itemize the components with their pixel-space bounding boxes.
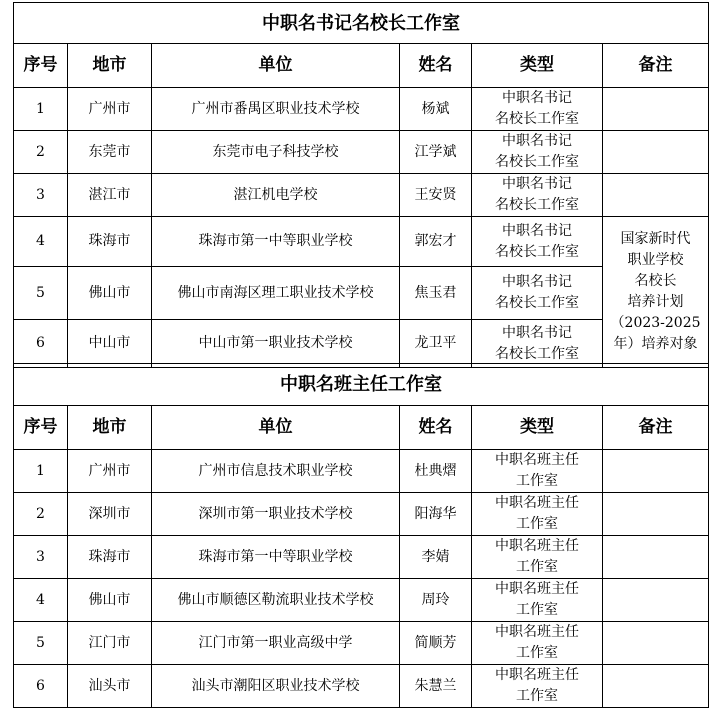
cell-note-empty	[603, 493, 709, 536]
cell-no: 1	[14, 450, 68, 493]
note-line: 职业学校	[627, 252, 684, 268]
type-line-1: 中职名班主任	[495, 495, 579, 511]
header-type: 类型	[472, 406, 603, 450]
cell-type	[472, 622, 603, 665]
cell-no: 2	[14, 493, 68, 536]
header-name: 姓名	[400, 406, 472, 450]
cell-note-empty	[603, 450, 709, 493]
cell-city: 广州市	[68, 450, 152, 493]
type-line-2: 工作室	[516, 645, 558, 661]
type-line-2: 工作室	[516, 516, 558, 532]
header-name: 姓名	[400, 44, 472, 88]
cell-note-empty	[603, 622, 709, 665]
cell-unit: 湛江机电学校	[152, 174, 400, 217]
table-row	[14, 174, 709, 217]
type-line-2: 名校长工作室	[495, 197, 579, 213]
cell-name: 江学斌	[400, 131, 472, 174]
cell-name: 王安贤	[400, 174, 472, 217]
cell-unit: 汕头市潮阳区职业技术学校	[152, 665, 400, 708]
type-line-1: 中职名班主任	[495, 624, 579, 640]
type-line-1: 中职名书记	[502, 274, 572, 290]
cell-type	[472, 579, 603, 622]
cell-type	[472, 665, 603, 708]
cell-no: 5	[14, 622, 68, 665]
header-no: 序号	[14, 44, 68, 88]
header-note: 备注	[603, 406, 709, 450]
type-line-2: 名校长工作室	[495, 154, 579, 170]
cell-unit: 江门市第一职业高级中学	[152, 622, 400, 665]
cell-name: 焦玉君	[400, 267, 472, 320]
type-line-2: 工作室	[516, 602, 558, 618]
cell-no: 1	[14, 88, 68, 131]
cell-type	[472, 450, 603, 493]
cell-no: 3	[14, 536, 68, 579]
cell-name: 龙卫平	[400, 320, 472, 368]
cell-type	[472, 217, 603, 267]
cell-no: 5	[14, 267, 68, 320]
type-line-1: 中职名班主任	[495, 581, 579, 597]
cell-unit: 广州市番禺区职业技术学校	[152, 88, 400, 131]
type-line-1: 中职名书记	[502, 133, 572, 149]
type-line-2: 名校长工作室	[495, 111, 579, 127]
note-line: （2023-2025	[610, 315, 701, 331]
cell-unit: 佛山市顺德区勒流职业技术学校	[152, 579, 400, 622]
section-title: 中职名书记名校长工作室	[14, 3, 709, 44]
cell-no: 6	[14, 665, 68, 708]
type-line-2: 名校长工作室	[495, 243, 579, 260]
cell-type	[472, 536, 603, 579]
cell-unit: 深圳市第一职业技术学校	[152, 493, 400, 536]
cell-city: 珠海市	[68, 217, 152, 267]
cell-name: 杜典熠	[400, 450, 472, 493]
cell-note-empty	[603, 88, 709, 131]
cell-city: 东莞市	[68, 131, 152, 174]
type-line-1: 中职名班主任	[495, 452, 579, 468]
cell-note-empty	[603, 665, 709, 708]
header-no: 序号	[14, 406, 68, 450]
cell-note-empty	[603, 536, 709, 579]
cell-unit: 中山市第一职业技术学校	[152, 320, 400, 368]
type-line-1: 中职名班主任	[495, 667, 579, 683]
cell-type	[472, 320, 603, 368]
cell-city: 汕头市	[68, 665, 152, 708]
note-line: 国家新时代	[620, 231, 691, 247]
cell-name: 阳海华	[400, 493, 472, 536]
cell-no: 6	[14, 320, 68, 368]
type-line-2: 名校长工作室	[495, 295, 579, 311]
cell-type	[472, 174, 603, 217]
table-row	[14, 536, 709, 579]
cell-note-empty	[603, 131, 709, 174]
cell-city: 江门市	[68, 622, 152, 665]
table-row	[14, 217, 709, 267]
section-title-row	[14, 3, 709, 44]
cell-unit: 佛山市南海区理工职业技术学校	[152, 267, 400, 320]
header-row	[14, 406, 709, 450]
table-row	[14, 131, 709, 174]
cell-type	[472, 131, 603, 174]
cell-no: 3	[14, 174, 68, 217]
cell-city: 深圳市	[68, 493, 152, 536]
type-line-1: 中职名书记	[502, 324, 572, 341]
cell-type	[472, 493, 603, 536]
header-unit: 单位	[152, 44, 400, 88]
type-line-2: 工作室	[516, 473, 558, 489]
type-line-1: 中职名班主任	[495, 538, 579, 554]
cell-type	[472, 88, 603, 131]
cell-no: 4	[14, 217, 68, 267]
cell-name: 李婧	[400, 536, 472, 579]
note-line: 培养计划	[627, 294, 684, 310]
principal-studio-table	[13, 2, 709, 368]
type-line-1: 中职名书记	[502, 176, 572, 192]
cell-city: 佛山市	[68, 267, 152, 320]
cell-city: 广州市	[68, 88, 152, 131]
cell-unit: 广州市信息技术职业学校	[152, 450, 400, 493]
cell-city: 珠海市	[68, 536, 152, 579]
type-line-2: 工作室	[516, 688, 558, 704]
cell-name: 周玲	[400, 579, 472, 622]
section-title-row	[14, 364, 709, 406]
table-row	[14, 622, 709, 665]
cell-unit: 东莞市电子科技学校	[152, 131, 400, 174]
head-teacher-studio-table	[13, 363, 709, 708]
type-line-2: 工作室	[516, 559, 558, 575]
header-city: 地市	[68, 44, 152, 88]
header-row	[14, 44, 709, 88]
header-city: 地市	[68, 406, 152, 450]
cell-note	[603, 217, 709, 368]
cell-unit: 珠海市第一中等职业学校	[152, 536, 400, 579]
type-line-2: 名校长工作室	[495, 345, 579, 362]
cell-city: 湛江市	[68, 174, 152, 217]
cell-note-empty	[603, 579, 709, 622]
header-unit: 单位	[152, 406, 400, 450]
cell-unit: 珠海市第一中等职业学校	[152, 217, 400, 267]
section-title: 中职名班主任工作室	[14, 364, 709, 406]
cell-type	[472, 267, 603, 320]
note-line: 名校长	[634, 273, 677, 289]
cell-no: 4	[14, 579, 68, 622]
header-type: 类型	[472, 44, 603, 88]
table-row	[14, 450, 709, 493]
header-note: 备注	[603, 44, 709, 88]
type-line-1: 中职名书记	[502, 222, 572, 239]
type-line-1: 中职名书记	[502, 90, 572, 106]
cell-city: 佛山市	[68, 579, 152, 622]
cell-name: 郭宏才	[400, 217, 472, 267]
cell-note-empty	[603, 174, 709, 217]
cell-name: 朱慧兰	[400, 665, 472, 708]
table-row	[14, 579, 709, 622]
cell-city: 中山市	[68, 320, 152, 368]
table-row	[14, 88, 709, 131]
cell-name: 杨斌	[400, 88, 472, 131]
table-row	[14, 665, 709, 708]
note-line: 年）培养对象	[613, 336, 698, 352]
cell-no: 2	[14, 131, 68, 174]
cell-name: 简顺芳	[400, 622, 472, 665]
table-row	[14, 493, 709, 536]
